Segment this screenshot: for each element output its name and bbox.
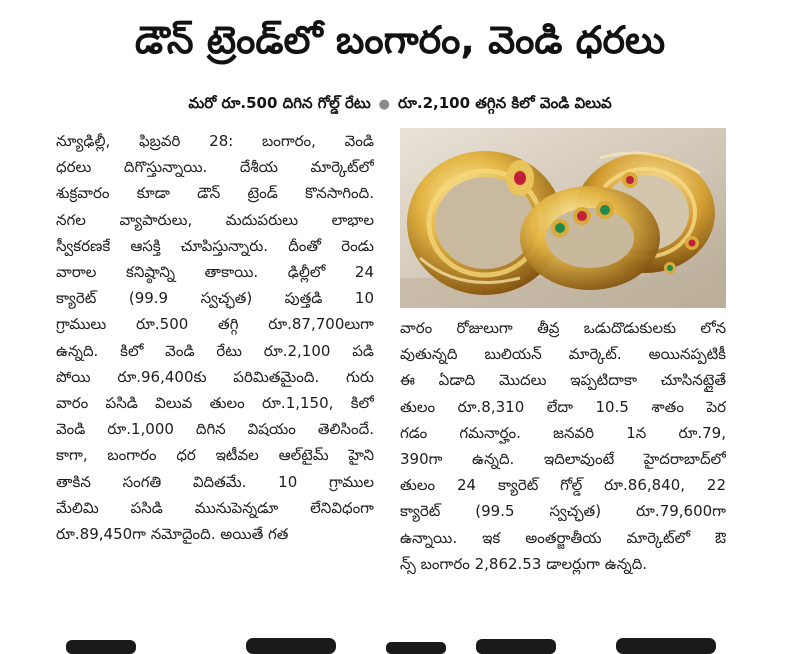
article-column-right [400,315,726,577]
article-line: న్స్ బంగారం 2,862.53 డాలర్లుగా ఉన్నది. [400,554,648,573]
article-line: వుతున్నది బులియన్ మార్కెట్. అయినప్పటికీ [400,345,726,364]
article-line: గడం గమనార్హం. జనవరి 1న రూ.79, [400,423,726,442]
article-line: వెండి రూ.1,000 దిగిన విషయం తెలిసిందే. [56,420,374,439]
next-headline-fragment [56,628,726,654]
article-line: 390గా ఉన్నది. ఇదిలావుంటే హైదరాబాద్‌లో [400,450,726,469]
article-line: నగల వ్యాపారులు, మదుపరులు లాభాల [56,210,374,229]
article-line: క్యారెట్ (99.5 స్వచ్ఛత) రూ.79,600గా [400,502,726,521]
article-line: రూ.89,450గా నమోదైంది. అయితే గత [56,525,289,544]
article-line: స్వీకరణకే ఆసక్తి చూపిస్తున్నారు. దీంతో రెండు [56,236,374,255]
article-line: తాకిన సంగతి విదితమే. 10 గ్రాముల [56,472,374,491]
article-line: వారం పసిడి విలువ తులం రూ.1,150, కిలో [56,394,374,413]
article-line: ఈ ఏడాది మొదలు ఇప్పటిదాకా చూసినట్లైతే [400,371,726,390]
article-line: ఉన్నది. కిలో వెండి రేటు రూ.2,100 పడి [56,341,374,360]
article-line: పోయి రూ.96,400కు పరిమితమైంది. గురు [56,367,374,386]
article-line: ఉన్నాయి. ఇక అంతర్జాతీయ మార్కెట్‌లో ఔ [400,528,726,547]
article-line: వారాల కనిష్ఠాన్ని తాకాయి. ఢిల్లీలో 24 [56,263,374,282]
subhead-silver-price: రూ.2,100 తగ్గిన కిలో వెండి విలువ [397,94,612,112]
article-line: శుక్రవారం కూడా డౌన్ ట్రెండ్ కొనసాగింది. [56,184,374,203]
headline: డౌన్ ట్రెండ్‌లో బంగారం, వెండి ధరలు [134,18,666,62]
article-line: తులం 24 క్యారెట్ గోల్డ్ రూ.86,840, 22 [400,476,726,495]
article-line: క్యారెట్ (99.9 స్వచ్ఛత) పుత్తడి 10 [56,289,374,308]
article-column-left [56,128,374,547]
subheadline [0,90,800,118]
article-line: గ్రాములు రూ.500 తగ్గి రూ.87,700లుగా [56,315,374,334]
article-line: ధరలు దిగొస్తున్నాయి. దేశీయ మార్కెట్‌లో [56,158,374,177]
bullet-separator: ● [378,97,390,112]
article-line: కాగా, బంగారం ధర ఇటీవల ఆల్‌టైమ్ హైని [56,446,374,465]
gold-jewellery-photo [400,128,726,308]
article-line: న్యూఢిల్లీ, ఫిబ్రవరి 28: బంగారం, వెండి [56,132,374,150]
subhead-gold-price: మరో రూ.500 దిగిన గోల్డ్ రేటు [188,94,371,112]
article-line: మేలిమి పసిడి మునుపెన్నడూ లేనివిధంగా [56,498,374,517]
article-line: తులం రూ.8,310 లేదా 10.5 శాతం పెర [400,397,726,416]
article-line: వారం రోజులుగా తీవ్ర ఒడుదొడుకులకు లోన [400,319,726,337]
